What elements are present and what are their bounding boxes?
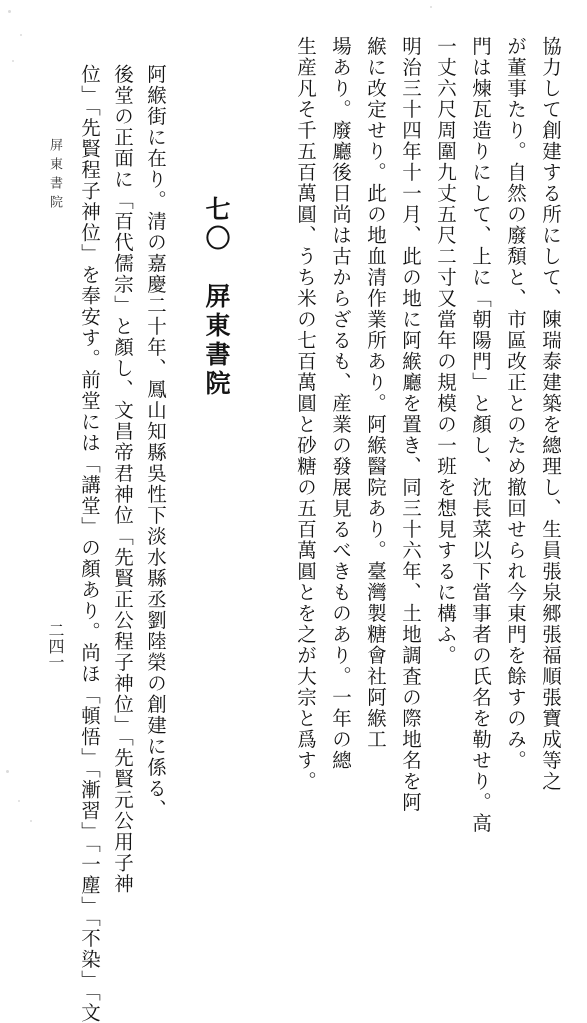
page-number: 二四一: [46, 622, 65, 670]
text-column: 協力して創建する所にして、陳瑞泰建築を總理し、生員張泉郷張福順張寶成等之: [539, 36, 562, 792]
scan-speck: [18, 800, 20, 802]
scan-speck: [430, 6, 432, 8]
text-column: 明治三十四年十一月、此の地に阿緱廳を置き、同三十六年、土地調査の際地名を阿: [399, 36, 422, 813]
text-column: 門は煉瓦造りにして、上に「朝陽門」と顏し、沈長菜以下當事者の氏名を勒せり。高: [469, 36, 492, 834]
scan-speck: [12, 60, 14, 62]
text-column: 位」「先賢程子神位」を奉安す。前堂には「講堂」の顏あり。尚ほ「頓悟」「漸習」「一塵」「不染」「文: [78, 64, 101, 1023]
text-column: 生産凡そ千五百萬圓、うち米の七百萬圓と砂糖の五百萬圓とを之が大宗と爲す。: [294, 36, 317, 792]
text-column: 一丈六尺周圍九丈五尺二寸又當年の規模の一班を想見するに構ふ。: [434, 36, 457, 666]
text-column: 緱に改定せり。此の地血清作業所あり。阿緱醫院あり。臺灣製糖會社阿緱工: [364, 36, 387, 750]
text-column: 場あり。廢廳後日尚は古からざるも、産業の發展見るべきものあり。一年の總: [329, 36, 352, 771]
running-head: 屏東書院: [47, 138, 62, 214]
section-heading: 七〇 屏東書院: [202, 196, 231, 399]
text-column: 阿緱街に在り。清の嘉慶二十年、鳳山知縣吳性下淡水縣丞劉陸榮の創建に係る、: [144, 64, 167, 820]
text-column: が董事たり。自然の廢頽と、市區改正とのため撤回せられ今東門を餘すのみ。: [504, 36, 527, 771]
scan-speck: [20, 34, 22, 36]
text-column: 後堂の正面に「百代儒宗」と顏し、文昌帝君神位「先賢正公程子神位」「先賢元公用子神: [111, 64, 134, 895]
scan-speck: [8, 10, 11, 13]
scan-speck: [6, 770, 9, 773]
scan-speck: [30, 820, 32, 822]
